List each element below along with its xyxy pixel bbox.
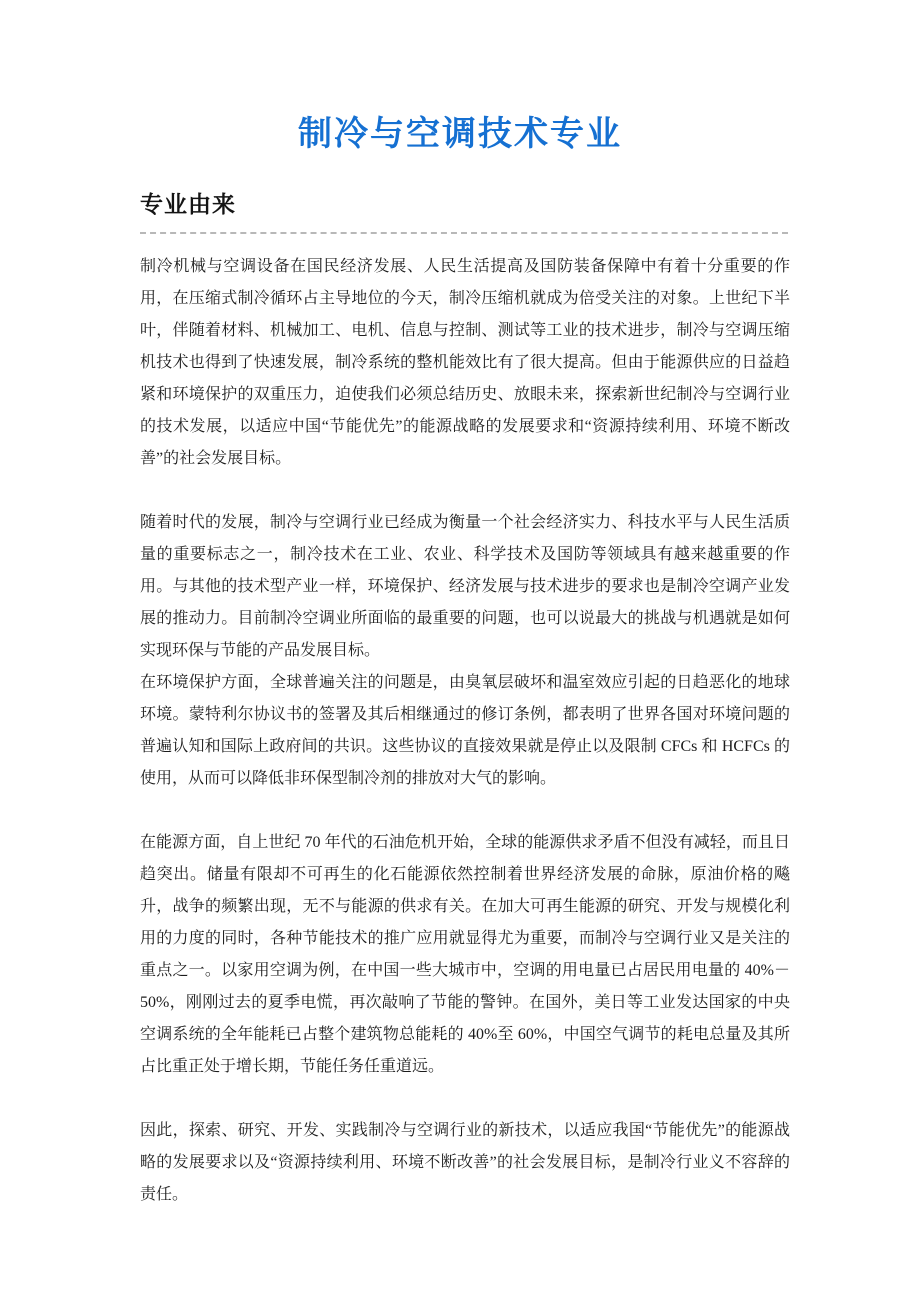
section-heading: 专业由来: [140, 191, 236, 217]
paragraph: 在环境保护方面，全球普遍关注的问题是，由臭氧层破坏和温室效应引起的日趋恶化的地球环境。蒙特利尔协议书的签署及其后相继通过的修订条例，都表明了世界各国对环境问题的普遍认知和国际上政府间的共识。这些协议的直接效果就是停止以及限制 CFCs 和 HCFCs 的使用，从而可以降低非环保型制冷剂的排放对大气的影响。: [140, 674, 790, 787]
paragraph: 随着时代的发展，制冷与空调行业已经成为衡量一个社会经济实力、科技水平与人民生活质量的重要标志之一，制冷技术在工业、农业、科学技术及国防等领域具有越来越重要的作用。与其他的技术型产业一样，环境保护、经济发展与技术进步的要求也是制冷空调产业发展的推动力。目前制冷空调业所面临的最重要的问题，也可以说最大的挑战与机遇就是如何实现环保与节能的产品发展目标。: [140, 514, 790, 659]
paragraph: 制冷机械与空调设备在国民经济发展、人民生活提高及国防装备保障中有着十分重要的作用，在压缩式制冷循环占主导地位的今天，制冷压缩机就成为倍受关注的对象。上世纪下半叶，伴随着材料、机械加工、电机、信息与控制、测试等工业的技术进步，制冷与空调压缩机技术也得到了快速发展，制冷系统的整机能效比有了很大提高。但由于能源供应的日益趋紧和环境保护的双重压力，迫使我们必须总结历史、放眼未来，探索新世纪制冷与空调行业的技术发展，以适应中国“节能优先”的能源战略的发展要求和“资源持续利用、环境不断改善”的社会发展目标。: [140, 258, 790, 467]
document-body: [140, 251, 790, 1211]
paragraph: 在能源方面，自上世纪 70 年代的石油危机开始，全球的能源供求矛盾不但没有减轻，而且日趋突出。储量有限却不可再生的化石能源依然控制着世界经济发展的命脉，原油价格的飚升，战争的频繁出现，无不与能源的供求有关。在加大可再生能源的研究、开发与规模化利用的力度的同时，各种节能技术的推广应用就显得尤为重要，而制冷与空调行业又是关注的重点之一。以家用空调为例，在中国一些大城市中，空调的用电量已占居民用电量的 40%－50%，刚刚过去的夏季电慌，再次敲响了节能的警钟。在国外，美日等工业发达国家的中央空调系统的全年能耗已占整个建筑物总能耗的 40%至 60%，中国空气调节的耗电总量及其所占比重正处于增长期，节能任务任重道远。: [140, 834, 790, 1075]
paragraph: 因此，探索、研究、开发、实践制冷与空调行业的新技术，以适应我国“节能优先”的能源战略的发展要求以及“资源持续利用、环境不断改善”的社会发展目标，是制冷行业义不容辞的责任。: [140, 1122, 790, 1203]
dashed-divider: [140, 232, 788, 234]
page-title: 制冷与空调技术专业: [298, 115, 622, 153]
